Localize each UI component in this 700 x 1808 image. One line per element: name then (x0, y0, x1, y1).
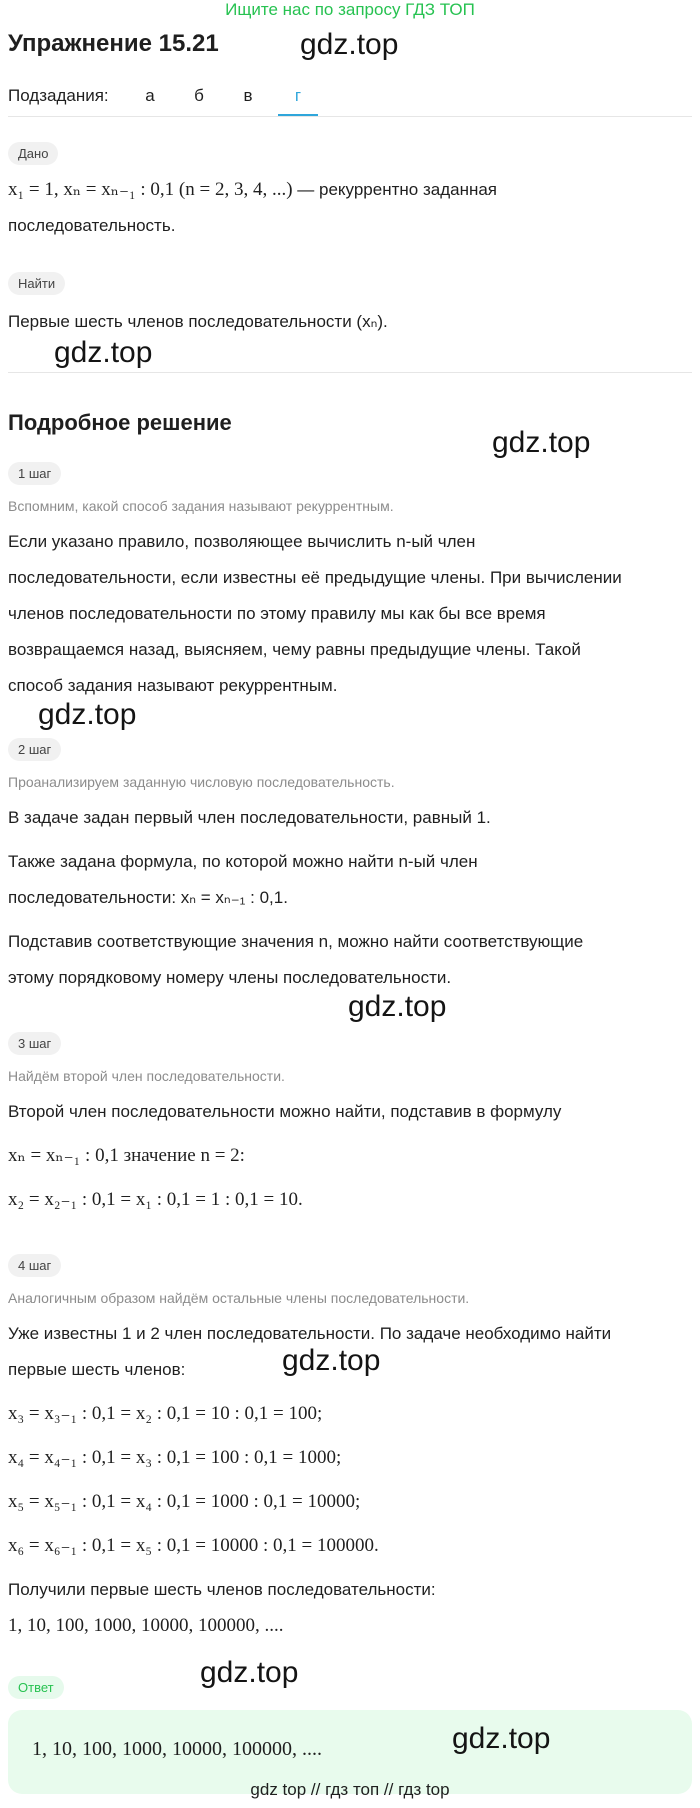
answer-value: 1, 10, 100, 1000, 10000, 100000, .... (32, 1738, 322, 1760)
step-3-line: x₂ = x₂₋₁ : 0,1 = x₁ : 0,1 = 1 : 0,1 = 10. (8, 1189, 303, 1210)
step-4-badge: 4 шаг (8, 1254, 61, 1277)
step-1-hint: Вспомним, какой способ задания называют рекуррентным. (8, 498, 394, 514)
step-4-hint: Аналогичным образом найдём остальные члены последовательности. (8, 1290, 470, 1306)
watermark: gdz.top (282, 1344, 381, 1377)
footer: gdz top // гдз топ // гдз top (250, 1780, 450, 1799)
step-1-line: возвращаемся назад, выясняем, чему равны предыдущие члены. Такой (8, 640, 581, 659)
watermark: gdz.top (200, 1656, 299, 1689)
step-1-badge: 1 шаг (8, 462, 61, 485)
step-3-text (8, 1094, 688, 1218)
tab-b[interactable]: б (194, 86, 204, 105)
given-formula: x₁ = 1, xₙ = xₙ₋₁ : 0,1 (n = 2, 3, 4, ...) (8, 179, 293, 200)
step-3-line: xₙ = xₙ₋₁ : 0,1 значение n = 2: (8, 1145, 245, 1166)
watermark: gdz.top (54, 336, 153, 369)
step-4-line: первые шесть членов: (8, 1360, 186, 1379)
page-title: Упражнение 15.21 (8, 30, 219, 57)
step-3-line: Второй член последовательности можно найти, подставив в формулу (8, 1102, 562, 1121)
watermark: gdz.top (300, 28, 399, 61)
watermark: gdz.top (492, 426, 591, 459)
step-2-line: этому порядковому номеру члены последовательности. (8, 968, 452, 987)
step-1-line: последовательности, если известны её предыдущие члены. При вычислении (8, 568, 622, 587)
watermark: gdz.top (38, 698, 137, 731)
step-1-text (8, 524, 688, 704)
step-2-hint: Проанализируем заданную числовую последовательность. (8, 774, 395, 790)
tab-a[interactable]: а (145, 86, 155, 105)
watermark: gdz.top (348, 990, 447, 1023)
divider (8, 116, 692, 117)
step-4-line: x₆ = x₆₋₁ : 0,1 = x₅ : 0,1 = 10000 : 0,1 = 100000. (8, 1535, 379, 1556)
watermark: gdz.top (452, 1722, 551, 1755)
given-text (8, 172, 688, 244)
find-text: Первые шесть членов последовательности (xₙ). (8, 312, 388, 331)
find-badge: Найти (8, 272, 65, 295)
solution-heading: Подробное решение (8, 410, 232, 435)
divider (8, 372, 692, 373)
tab-v[interactable]: в (243, 86, 253, 105)
step-2-line: Также задана формула, по которой можно найти n-ый член (8, 852, 478, 871)
step-3-badge: 3 шаг (8, 1032, 61, 1055)
step-1-line: членов последовательности по этому правилу мы как бы все время (8, 604, 546, 623)
answer-badge: Ответ (8, 1676, 64, 1699)
step-1-line: Если указано правило, позволяющее вычислить n-ый член (8, 532, 476, 551)
step-4-line: x₅ = x₅₋₁ : 0,1 = x₄ : 0,1 = 1000 : 0,1 = 10000; (8, 1491, 361, 1512)
step-2-badge: 2 шаг (8, 738, 61, 761)
given-text-line2: последовательность. (8, 216, 176, 235)
step-3-hint: Найдём второй член последовательности. (8, 1068, 285, 1084)
tab-g[interactable]: г (294, 86, 302, 105)
step-2-line: Подставив соответствующие значения n, можно найти соответствующие (8, 932, 584, 951)
step-1-line: способ задания называют рекуррентным. (8, 676, 338, 695)
step-4-line: Уже известны 1 и 2 член последовательности. По задаче необходимо найти (8, 1324, 612, 1343)
step-2-text (8, 800, 688, 996)
given-text-suffix: — рекуррентно заданная (297, 180, 498, 199)
step-2-line: В задаче задан первый член последовательности, равный 1. (8, 808, 491, 827)
step-4-line: x₄ = x₄₋₁ : 0,1 = x₃ : 0,1 = 100 : 0,1 = 1000; (8, 1447, 342, 1468)
step-4-line: 1, 10, 100, 1000, 10000, 100000, .... (8, 1615, 284, 1636)
top-banner: Ищите нас по запросу ГДЗ ТОП (225, 0, 475, 19)
subtasks-label: Подзадания: (8, 86, 109, 105)
step-2-line: последовательности: xₙ = xₙ₋₁ : 0,1. (8, 888, 288, 907)
step-4-line: Получили первые шесть членов последовательности: (8, 1580, 436, 1599)
step-4-line: x₃ = x₃₋₁ : 0,1 = x₂ : 0,1 = 10 : 0,1 = 100; (8, 1403, 323, 1424)
given-badge: Дано (8, 142, 58, 165)
